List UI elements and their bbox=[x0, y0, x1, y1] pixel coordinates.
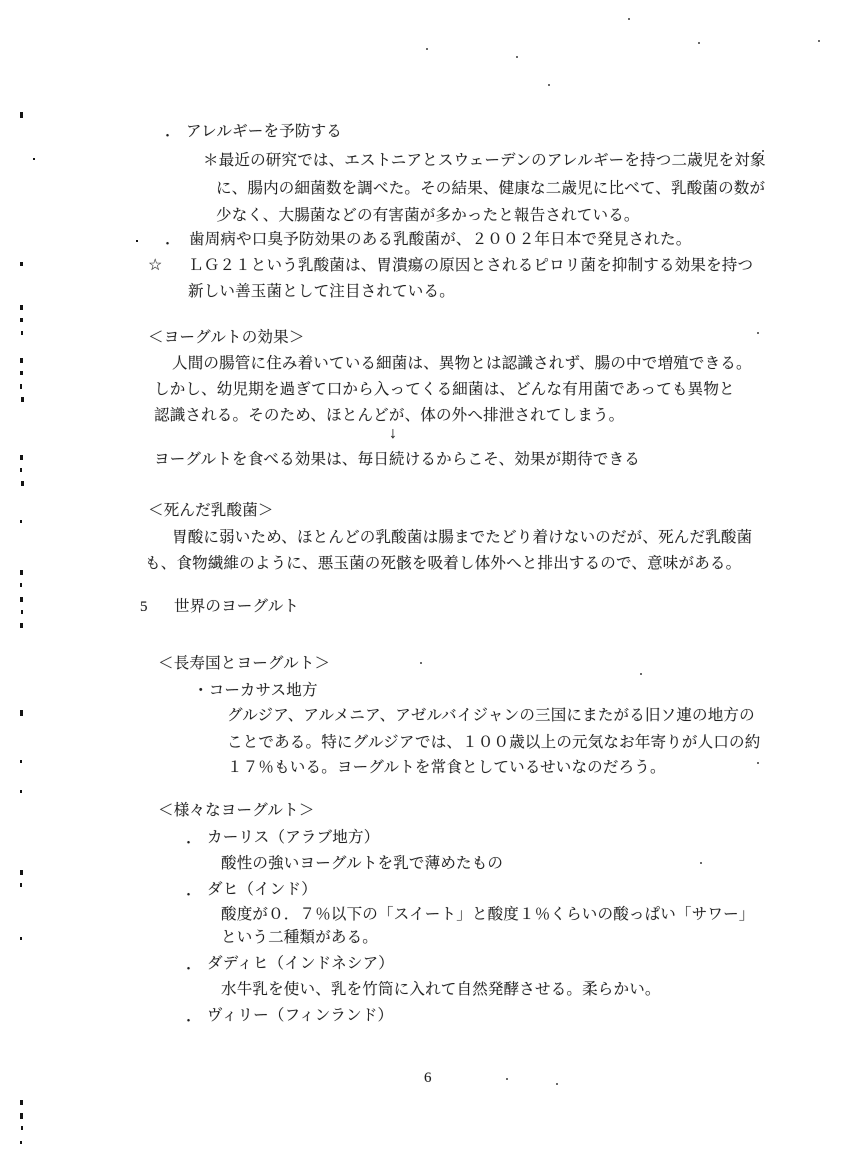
varieties-heading: ＜様々なヨーグルト＞ bbox=[158, 802, 315, 819]
star-icon: ☆ bbox=[148, 257, 163, 274]
allergy-note-line: 少なく、大腸菌などの有害菌が多かったと報告されている。 bbox=[216, 207, 640, 224]
variety-name: ヴィリー（フィンランド） bbox=[207, 1007, 394, 1024]
scan-speck bbox=[556, 1083, 558, 1085]
scan-artifact bbox=[20, 790, 22, 793]
scan-artifact bbox=[136, 240, 138, 242]
scan-speck bbox=[426, 48, 428, 50]
scan-artifact bbox=[20, 937, 22, 940]
lg21-line: ＬＧ２１という乳酸菌は、胃潰瘍の原因とされるピロリ菌を抑制する効果を持つ bbox=[188, 257, 754, 274]
scan-speck bbox=[762, 150, 764, 152]
periodontal-benefit-line: 歯周病や口臭予防効果のある乳酸菌が、２００２年日本で発見された。 bbox=[189, 231, 692, 248]
effect-body-line: 認識される。そのため、ほとんどが、体の外へ排泄されてしまう。 bbox=[154, 407, 625, 424]
bullet-icon: ・ bbox=[182, 887, 196, 902]
effect-conclusion-line: ヨーグルトを食べる効果は、毎日続けるからこそ、効果が期待できる bbox=[154, 451, 640, 468]
scan-artifact bbox=[20, 455, 23, 460]
page-number: 6 bbox=[424, 1070, 432, 1086]
bullet-icon: ・ bbox=[161, 236, 175, 251]
variety-description: 酸度が０．７％以下の「スイート」と酸度１％くらいの酸っぱい「サワー」 bbox=[221, 906, 755, 923]
scan-speck bbox=[757, 762, 759, 764]
scan-speck bbox=[640, 673, 642, 675]
scan-artifact bbox=[20, 570, 23, 575]
bullet-icon: ・ bbox=[182, 1013, 196, 1028]
variety-description: という二種類がある。 bbox=[221, 929, 379, 946]
dead-section-heading: ＜死んだ乳酸菌＞ bbox=[148, 502, 274, 519]
longevity-body-line: １７％もいる。ヨーグルトを常食としているせいなのだろう。 bbox=[227, 759, 666, 776]
dead-body-line: 胃酸に弱いため、ほとんどの乳酸菌は腸までたどり着けないのだが、死んだ乳酸菌 bbox=[172, 529, 753, 546]
scan-artifact bbox=[21, 331, 23, 335]
lg21-line: 新しい善玉菌として注目されている。 bbox=[188, 283, 455, 300]
scan-speck bbox=[420, 662, 422, 664]
variety-name: ダヒ（インド） bbox=[207, 881, 317, 898]
scan-artifact bbox=[20, 623, 23, 628]
scan-artifact bbox=[20, 883, 22, 887]
scan-artifact bbox=[20, 318, 23, 322]
scan-speck bbox=[700, 862, 702, 864]
chapter-number: 5 bbox=[140, 599, 148, 615]
scan-artifact bbox=[21, 1126, 23, 1130]
scan-speck bbox=[548, 84, 550, 86]
scan-artifact bbox=[20, 305, 23, 310]
scan-speck bbox=[628, 18, 630, 20]
longevity-heading: ＜長寿国とヨーグルト＞ bbox=[158, 655, 331, 672]
scan-artifact bbox=[20, 597, 23, 602]
scan-artifact bbox=[21, 481, 24, 486]
scan-artifact bbox=[21, 397, 24, 402]
scan-artifact bbox=[20, 1113, 23, 1119]
scan-speck bbox=[818, 40, 820, 42]
scan-artifact bbox=[20, 710, 23, 716]
scan-artifact bbox=[20, 870, 23, 875]
scan-artifact bbox=[20, 1100, 23, 1105]
scan-speck bbox=[506, 1078, 508, 1080]
down-arrow-icon: ↓ bbox=[389, 425, 398, 442]
variety-name: ダディヒ（インドネシア） bbox=[207, 955, 395, 972]
bullet-icon: ・ bbox=[182, 961, 196, 976]
dead-body-line: も、食物繊維のように、悪玉菌の死骸を吸着し体外へと排出するので、意味がある。 bbox=[145, 555, 742, 572]
scan-speck bbox=[757, 332, 759, 334]
scan-artifact bbox=[20, 262, 23, 266]
variety-description: 酸性の強いヨーグルトを乳で薄めたもの bbox=[221, 855, 504, 872]
scan-artifact bbox=[20, 112, 23, 118]
allergy-benefit-title: アレルギーを予防する bbox=[186, 123, 342, 140]
scan-artifact bbox=[20, 384, 22, 389]
longevity-body-line: グルジア、アルメニア、アゼルバイジャンの三国にまたがる旧ソ連の地方の bbox=[227, 707, 755, 724]
bullet-icon: ・ bbox=[161, 128, 175, 143]
longevity-region-line: ・コーカサス地方 bbox=[193, 682, 318, 699]
bullet-icon: ・ bbox=[182, 835, 196, 850]
chapter-title: 世界のヨーグルト bbox=[174, 598, 300, 615]
scan-artifact bbox=[20, 583, 22, 587]
scan-speck bbox=[698, 42, 700, 44]
longevity-body-line: ことである。特にグルジアでは、１００歳以上の元気なお年寄りが人口の約 bbox=[227, 734, 761, 751]
scan-artifact bbox=[20, 760, 22, 763]
scan-speck bbox=[516, 56, 518, 58]
effect-body-line: しかし、幼児期を過ぎて口から入ってくる細菌は、どんな有用菌であっても異物と bbox=[154, 381, 735, 398]
scan-artifact bbox=[20, 520, 22, 523]
scan-artifact bbox=[33, 158, 35, 160]
scan-artifact bbox=[21, 610, 23, 614]
allergy-note-line: に、腸内の細菌数を調べた。その結果、健康な二歳児に比べて、乳酸菌の数が bbox=[216, 180, 766, 197]
scan-artifact bbox=[20, 371, 23, 375]
variety-description: 水牛乳を使い、乳を竹筒に入れて自然発酵させる。柔らかい。 bbox=[221, 981, 661, 998]
scan-artifact bbox=[20, 1141, 22, 1144]
effect-body-line: 人間の腸管に住み着いている細菌は、異物とは認識されず、腸の中で増殖できる。 bbox=[172, 355, 752, 372]
allergy-note-line: ＊最近の研究では、エストニアとスウェーデンのアレルギーを持つ二歳児を対象 bbox=[203, 152, 766, 169]
scan-artifact bbox=[20, 468, 22, 472]
variety-name: カーリス（アラブ地方） bbox=[207, 829, 380, 846]
scan-artifact bbox=[20, 358, 23, 363]
effect-section-heading: ＜ヨーグルトの効果＞ bbox=[148, 329, 305, 346]
